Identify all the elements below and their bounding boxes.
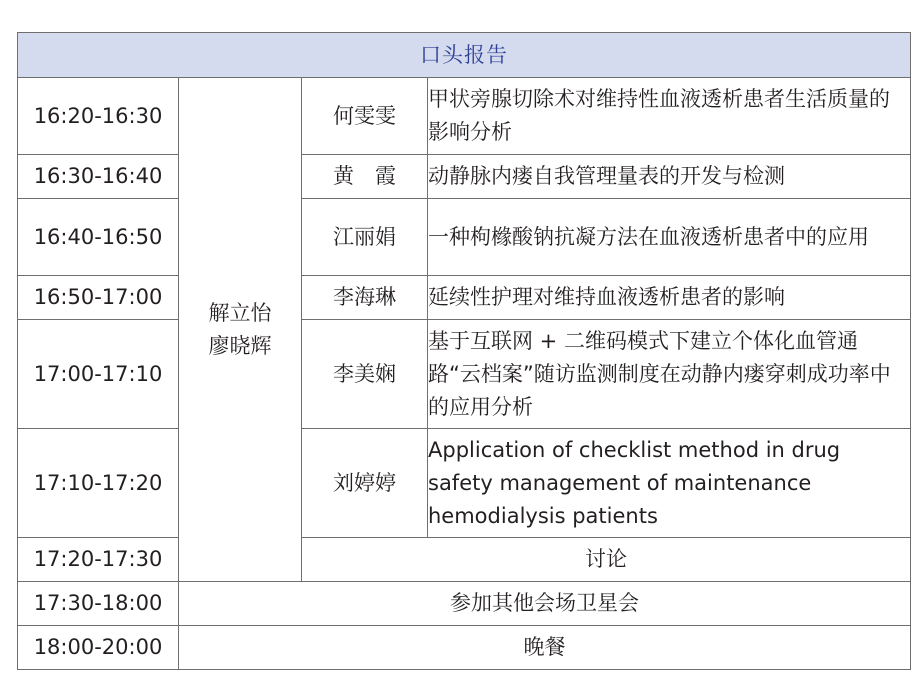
time-cell: 17:20-17:30 xyxy=(18,538,179,582)
chair-name: 解立怡 xyxy=(208,300,272,325)
time-cell: 16:40-16:50 xyxy=(18,199,179,276)
speaker-cell: 黄 霞 xyxy=(302,155,428,199)
table-row xyxy=(18,320,911,429)
chair-cell xyxy=(179,78,302,582)
time-cell: 18:00-20:00 xyxy=(18,626,179,670)
dinner-row xyxy=(18,626,911,670)
table-row xyxy=(18,155,911,199)
time-cell: 16:50-17:00 xyxy=(18,276,179,320)
schedule-table xyxy=(17,32,911,670)
speaker-cell: 李海琳 xyxy=(302,276,428,320)
session-title: 口头报告 xyxy=(18,33,911,78)
time-cell: 17:30-18:00 xyxy=(18,582,179,626)
discussion-row xyxy=(18,538,911,582)
dinner-cell: 晚餐 xyxy=(179,626,911,670)
topic-cell: 基于互联网 + 二维码模式下建立个体化血管通路“云档案”随访监测制度在动静内瘘穿刺成功率中的应用分析 xyxy=(428,320,911,429)
topic-cell: Application of checklist method in drug safety management of maintenance hemodialysis patients xyxy=(428,429,911,538)
speaker-cell: 刘婷婷 xyxy=(302,429,428,538)
time-cell: 16:20-16:30 xyxy=(18,78,179,155)
time-cell: 17:00-17:10 xyxy=(18,320,179,429)
title-row xyxy=(18,33,911,78)
speaker-cell: 李美娴 xyxy=(302,320,428,429)
discussion-cell: 讨论 xyxy=(302,538,911,582)
speaker-cell: 江丽娟 xyxy=(302,199,428,276)
topic-cell: 甲状旁腺切除术对维持性血液透析患者生活质量的影响分析 xyxy=(428,78,911,155)
table-row xyxy=(18,276,911,320)
time-cell: 17:10-17:20 xyxy=(18,429,179,538)
table-row xyxy=(18,199,911,276)
satellite-cell: 参加其他会场卫星会 xyxy=(179,582,911,626)
topic-cell: 动静脉内瘘自我管理量表的开发与检测 xyxy=(428,155,911,199)
topic-cell: 延续性护理对维持血液透析患者的影响 xyxy=(428,276,911,320)
time-cell: 16:30-16:40 xyxy=(18,155,179,199)
chair-name: 廖晓辉 xyxy=(208,333,272,358)
satellite-row xyxy=(18,582,911,626)
topic-cell: 一种枸橼酸钠抗凝方法在血液透析患者中的应用 xyxy=(428,199,911,276)
table-row xyxy=(18,78,911,155)
speaker-cell: 何雯雯 xyxy=(302,78,428,155)
table-row xyxy=(18,429,911,538)
